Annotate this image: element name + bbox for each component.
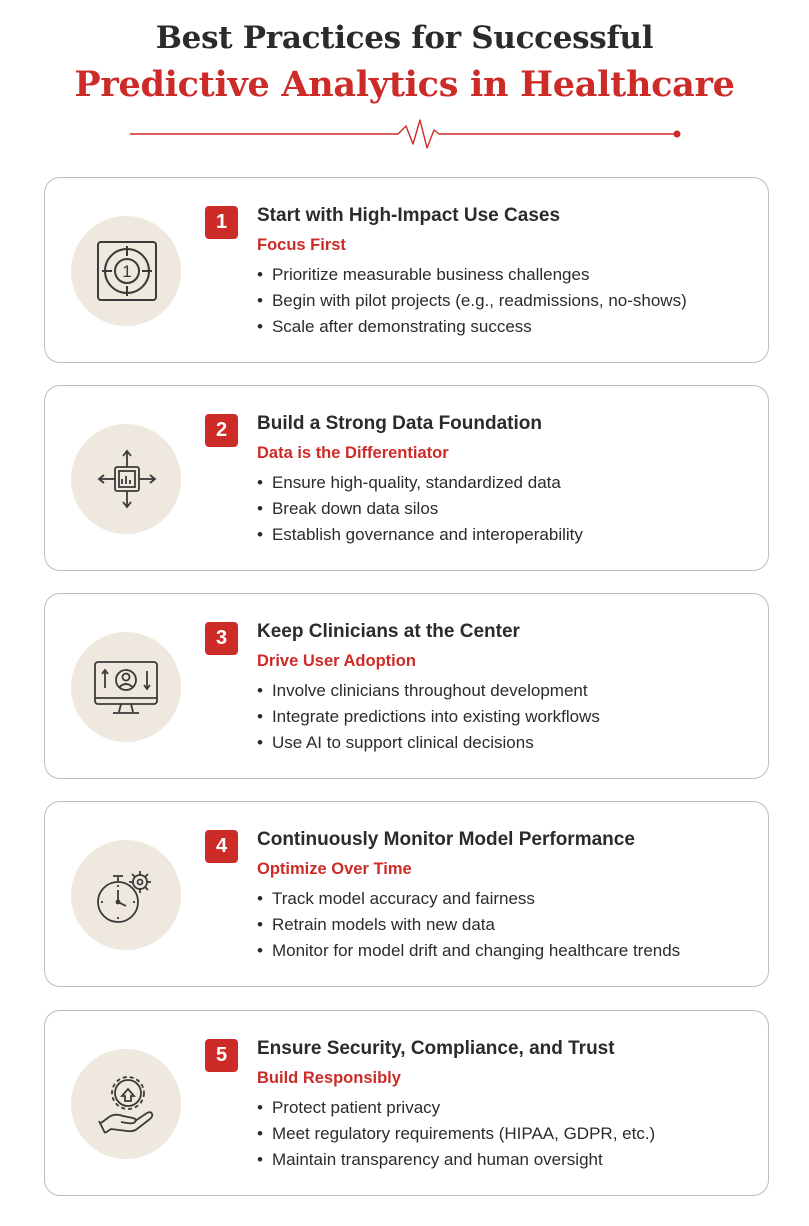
stopwatch-gear-icon [71,840,181,950]
data-hub-icon [71,424,181,534]
card-subtitle: Data is the Differentiator [257,444,449,462]
icon-badge [71,840,181,950]
bullet-item: • Track model accuracy and fairness [257,886,680,912]
step-number: 4 [205,830,238,863]
card-title: Ensure Security, Compliance, and Trust [257,1038,615,1059]
icon-badge [71,1049,181,1159]
clinician-monitor-icon [71,632,181,742]
card-subtitle: Optimize Over Time [257,860,412,878]
secure-hand-icon [71,1049,181,1159]
card-title: Continuously Monitor Model Performance [257,829,635,850]
practice-card-1 [44,177,769,363]
practice-card-3 [44,593,769,779]
card-title: Keep Clinicians at the Center [257,621,520,642]
bullet-item: • Protect patient privacy [257,1095,655,1121]
bullet-list [257,678,600,756]
step-number: 1 [205,206,238,239]
bullet-item: • Scale after demonstrating success [257,314,687,340]
bullet-list [257,470,583,548]
bullet-list [257,262,687,340]
heartbeat-divider-icon [126,118,686,154]
bullet-item: • Monitor for model drift and changing healthcare trends [257,938,680,964]
bullet-item: • Ensure high-quality, standardized data [257,470,583,496]
title-line-1: Best Practices for Successful [155,20,654,56]
icon-badge [71,632,181,742]
target-one-icon [71,216,181,326]
svg-text:1: 1 [122,262,132,281]
step-number: 5 [205,1039,238,1072]
card-subtitle: Focus First [257,236,346,254]
card-title: Start with High-Impact Use Cases [257,205,561,226]
bullet-item: • Prioritize measurable business challenges [257,262,687,288]
step-number: 2 [205,414,238,447]
practice-card-2 [44,385,769,571]
bullet-item: • Retrain models with new data [257,912,680,938]
bullet-item: • Maintain transparency and human oversight [257,1147,655,1173]
bullet-item: • Begin with pilot projects (e.g., readmissions, no-shows) [257,288,687,314]
bullet-list [257,886,680,964]
bullet-list [257,1095,655,1173]
bullet-item: • Break down data silos [257,496,583,522]
icon-badge [71,216,181,326]
icon-badge [71,424,181,534]
bullet-item: • Integrate predictions into existing workflows [257,704,600,730]
title-line-2: Predictive Analytics in Healthcare [74,64,735,105]
card-title: Build a Strong Data Foundation [257,413,542,434]
bullet-item: • Establish governance and interoperability [257,522,583,548]
bullet-item: • Meet regulatory requirements (HIPAA, GDPR, etc.) [257,1121,655,1147]
bullet-item: • Use AI to support clinical decisions [257,730,600,756]
bullet-item: • Involve clinicians throughout development [257,678,600,704]
step-number: 3 [205,622,238,655]
practice-card-5 [44,1010,769,1196]
card-subtitle: Drive User Adoption [257,652,416,670]
card-subtitle: Build Responsibly [257,1069,401,1087]
practice-card-4 [44,801,769,987]
